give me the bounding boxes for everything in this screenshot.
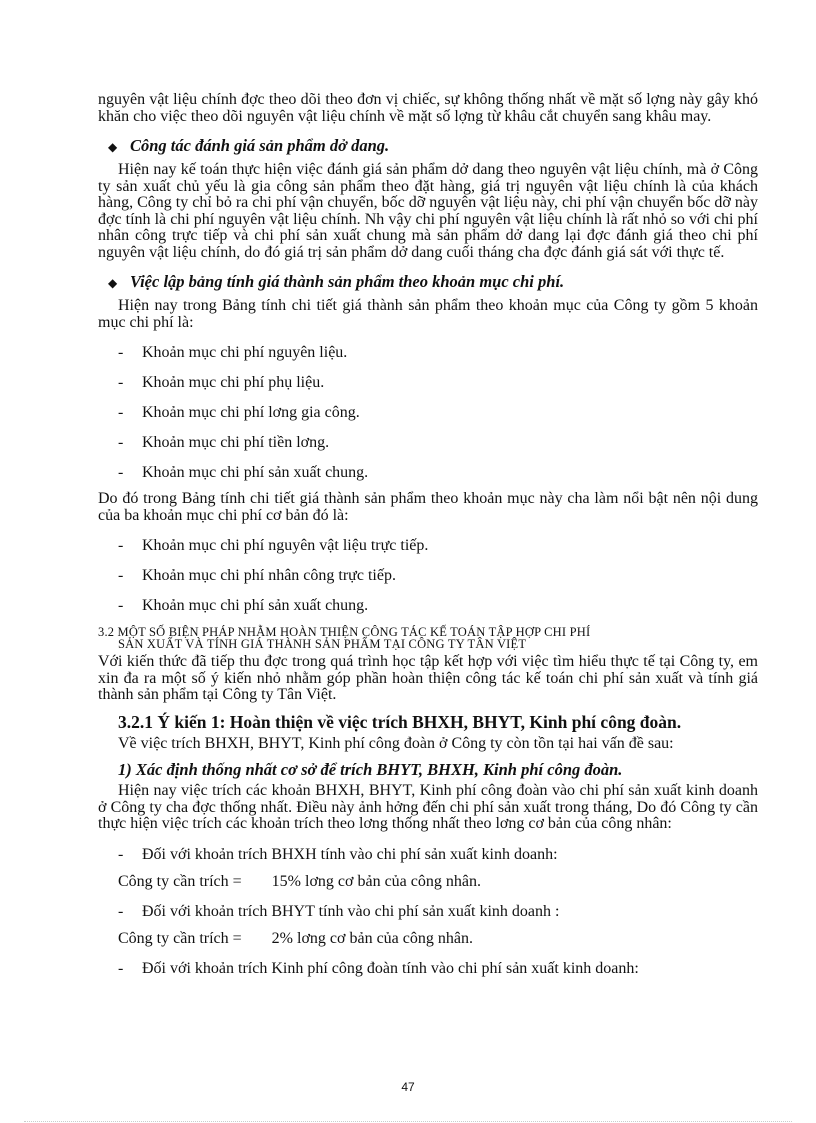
list-item: - Khoản mục chi phí nguyên liệu. bbox=[118, 344, 348, 361]
heading-wip-evaluation: ◆ Công tác đánh giá sản phẩm dở dang. bbox=[108, 136, 390, 155]
list-item: - Khoản mục chi phí sản xuất chung. bbox=[118, 597, 369, 614]
formula-bhxh: Công ty cần trích = 15% lơng cơ bản của công nhân. bbox=[118, 872, 481, 890]
paragraph-proposals-intro: Với kiến thức đã tiếp thu đợc trong quá trình học tập kết hợp với việc tìm hiểu thực tế tại Công ty, em xin đa ra một số ý kiến nhỏ nhằm góp phần hoàn thiện công tác kế toán chi phí sản xuất và tính giá thành sản phẩm tại Công ty Tân Việt. bbox=[98, 653, 758, 703]
footer-divider bbox=[24, 1121, 792, 1122]
formula-bhyt: Công ty cần trích = 2% lơng cơ bản của công nhân. bbox=[118, 929, 473, 947]
paragraph-wip-evaluation: Hiện nay kế toán thực hiện việc đánh giá sản phẩm dở dang theo nguyên vật liệu chính, mà ở Công ty sản xuất chủ yếu là gia công sản phẩm theo đặt hàng, giá trị nguyên vật liệu chính là của khách hàng, Công ty chỉ bỏ ra chi phí vận chuyển, bốc dỡ nguyên vật liệu này, chi phí vận chuyển bốc dỡ này đợc tính là chi phí nguyên vật liệu chính. Nh vậy chi phí nguyên vật liệu chính là rất nhỏ so với chi phí nhân công trực tiếp và chi phí sản xuất chung mà sản phẩm dở dang lại đợc đánh giá theo chi phí nguyên vật liệu chính, do đó giá trị sản phẩm dở dang cuối tháng cha đợc đánh giá sát với thực tế. bbox=[98, 161, 758, 261]
subheading-3-2-1: 3.2.1 Ý kiến 1: Hoàn thiện về việc trích BHXH, BHYT, Kinh phí công đoàn. bbox=[118, 711, 682, 732]
paragraph-three-cost-items: Do đó trong Bảng tính chi tiết giá thành sản phẩm theo khoản mục này cha làm nổi bật nên nội dung của ba khoản mục chi phí cơ bản đó là: bbox=[98, 490, 758, 524]
section-heading-3-2: 3.2 MỘT SỐ BIỆN PHÁP NHẰM HOÀN THIỆN CÔNG TÁC KẾ TOÁN TẬP HỢP CHI PHÍ SẢN XUẤT VÀ TÍNH GIÁ THÀNH SẢN PHẨM TẠI CÔNG TY TÂN VIỆT bbox=[98, 625, 591, 651]
diamond-bullet-icon: ◆ bbox=[108, 140, 118, 154]
paragraph-unified-basis: Hiện nay việc trích các khoản BHXH, BHYT, Kinh phí công đoàn vào chi phí sản xuất kinh doanh ở Công ty cha đợc thống nhất. Điều này ảnh hởng đến chi phí sản xuất trong tháng, Do đó Công ty cần thực hiện việc trích các khoản trích theo lơng thống nhất theo lơng cơ bản của công nhân: bbox=[98, 782, 758, 832]
list-item-kpcd: - Đối với khoản trích Kinh phí công đoàn tính vào chi phí sản xuất kinh doanh: bbox=[118, 959, 639, 977]
paragraph-two-issues: Về việc trích BHXH, BHYT, Kinh phí công đoàn ở Công ty còn tồn tại hai vấn đề sau: bbox=[118, 734, 674, 752]
page-content bbox=[98, 92, 758, 977]
list-item: - Khoản mục chi phí phụ liệu. bbox=[118, 374, 325, 391]
list-item-bhxh: - Đối với khoản trích BHXH tính vào chi phí sản xuất kinh doanh: bbox=[118, 845, 558, 863]
diamond-bullet-icon: ◆ bbox=[108, 276, 118, 290]
paragraph-cost-items-intro: Hiện nay trong Bảng tính chi tiết giá thành sản phẩm theo khoản mục của Công ty gồm 5 khoản mục chi phí là: bbox=[98, 297, 758, 331]
list-item: - Khoản mục chi phí nguyên vật liệu trực tiếp. bbox=[118, 537, 429, 554]
page-number: 47 bbox=[401, 1080, 415, 1094]
subheading-unified-basis: 1) Xác định thống nhất cơ sở để trích BHYT, BHXH, Kinh phí công đoàn. bbox=[118, 760, 623, 779]
heading-cost-sheet: ◆ Việc lập bảng tính giá thành sản phẩm theo khoản mục chi phí. bbox=[108, 272, 565, 291]
list-item: - Khoản mục chi phí sản xuất chung. bbox=[118, 464, 369, 481]
list-item: - Khoản mục chi phí lơng gia công. bbox=[118, 404, 360, 421]
list-item: - Khoản mục chi phí nhân công trực tiếp. bbox=[118, 567, 396, 584]
list-item: - Khoản mục chi phí tiền lơng. bbox=[118, 434, 330, 451]
list-item-bhyt: - Đối với khoản trích BHYT tính vào chi phí sản xuất kinh doanh : bbox=[118, 902, 560, 920]
cost-items-list bbox=[98, 344, 758, 481]
paragraph-material-tracking: nguyên vật liệu chính đợc theo dõi theo đơn vị chiếc, sự không thống nhất về mặt số lợng này gây khó khăn cho việc theo dõi nguyên vật liệu chính về mặt số lợng từ khâu cắt chuyển sang khâu may. bbox=[98, 91, 758, 125]
basic-cost-items-list bbox=[98, 537, 758, 614]
